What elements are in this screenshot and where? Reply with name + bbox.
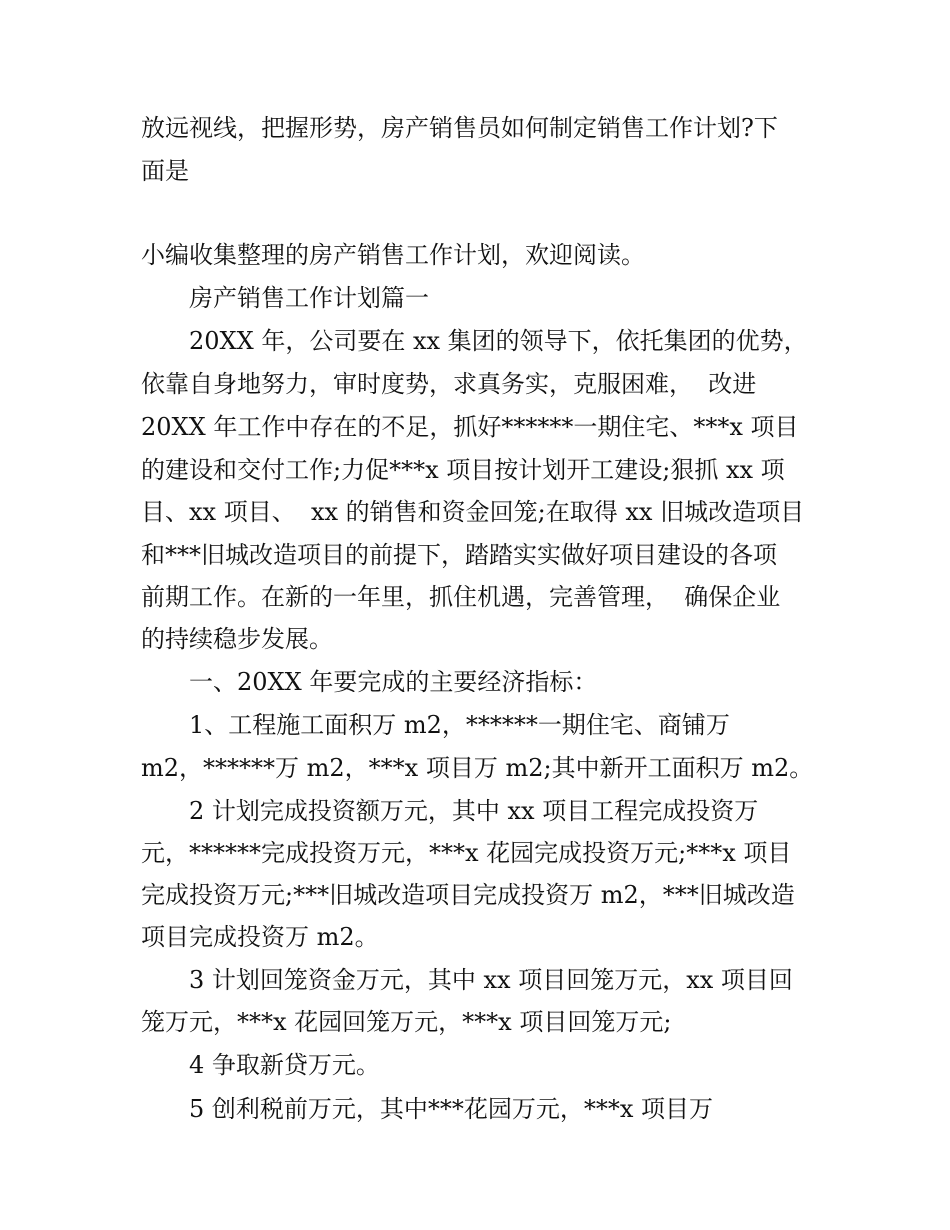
paragraph-line: 的持续稳步发展。 <box>141 625 333 653</box>
paragraph-line: 依靠自身地努力，审时度势，求真务实，克服困难， 改进 <box>141 370 757 398</box>
list-item-line: 2 计划完成投资额万元，其中 xx 项目工程完成投资万 <box>189 797 759 825</box>
list-item-line: 项目完成投资万 m2。 <box>141 923 379 951</box>
list-item-line: m2，******万 m2，***x 项目万 m2;其中新开工面积万 m2。 <box>141 754 814 782</box>
paragraph-line: 和***旧城改造项目的前提下，踏踏实实做好项目建设的各项 <box>141 541 777 569</box>
list-item-line: 元，******完成投资万元，***x 花园完成投资万元;***x 项目 <box>141 839 792 867</box>
list-item-line: 5 创利税前万元，其中***花园万元，***x 项目万 <box>189 1095 714 1123</box>
list-item-line: 1、工程施工面积万 m2，******一期住宅、商铺万 <box>189 711 730 739</box>
section-title: 房产销售工作计划篇一 <box>189 284 429 312</box>
list-item-line: 完成投资万元;***旧城改造项目完成投资万 m2，***旧城改造 <box>141 881 795 909</box>
intro-line-3: 小编收集整理的房产销售工作计划，欢迎阅读。 <box>141 241 645 269</box>
list-item-line: 笼万元，***x 花园回笼万元，***x 项目回笼万元; <box>141 1008 672 1036</box>
list-item-line: 3 计划回笼资金万元，其中 xx 项目回笼万元，xx 项目回 <box>189 966 793 994</box>
paragraph-line: 目、xx 项目、 xx 的销售和资金回笼;在取得 xx 旧城改造项目 <box>141 498 805 526</box>
paragraph-line: 20XX 年工作中存在的不足，抓好******一期住宅、***x 项目 <box>141 413 799 441</box>
paragraph-line: 20XX 年，公司要在 xx 集团的领导下，依托集团的优势， <box>189 327 808 355</box>
heading-main-indicators: 一、20XX 年要完成的主要经济指标： <box>189 668 598 696</box>
list-item-line: 4 争取新贷万元。 <box>189 1051 380 1079</box>
intro-line-1: 放远视线，把握形势，房产销售员如何制定销售工作计划?下 <box>141 114 778 142</box>
paragraph-line: 前期工作。在新的一年里，抓住机遇，完善管理， 确保企业 <box>141 583 781 611</box>
paragraph-line: 的建设和交付工作;力促***x 项目按计划开工建设;狠抓 xx 项 <box>141 456 785 484</box>
intro-line-2: 面是 <box>141 157 189 185</box>
